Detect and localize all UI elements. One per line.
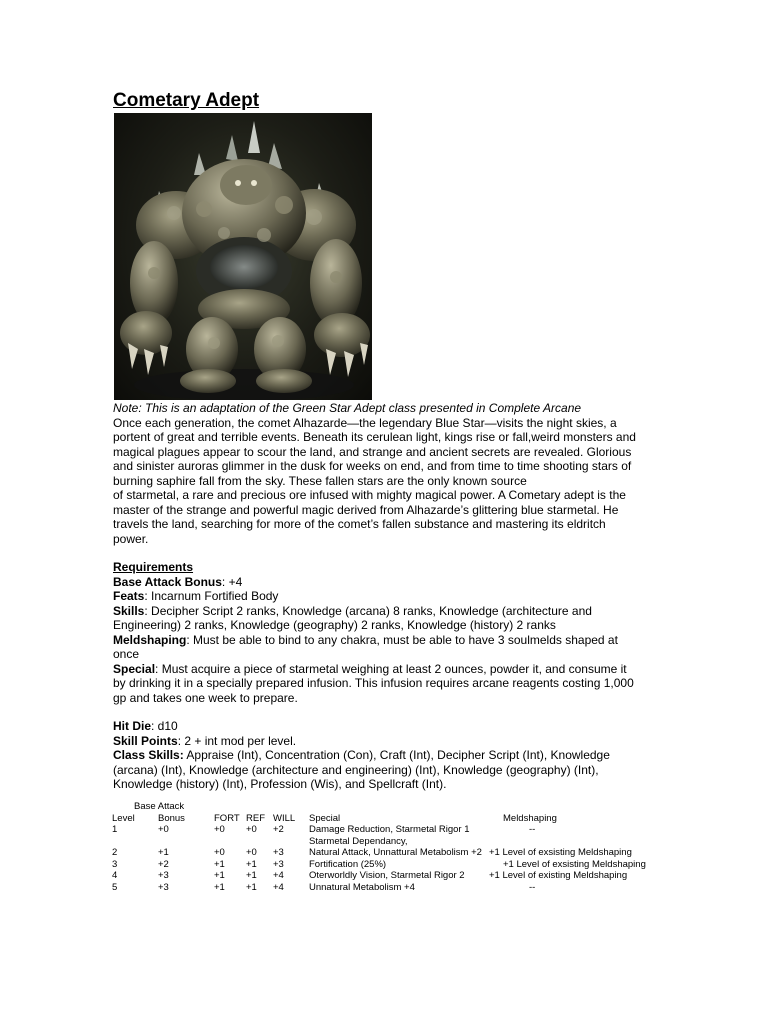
intro-line: travels the land, searching for more of the comet’s fallen substance and mastering its eldritch (113, 517, 606, 531)
adaptation-note: Note: This is an adaptation of the Green Star Adept class presented in Complete Arcane (113, 401, 582, 415)
page-title: Cometary Adept (113, 90, 260, 111)
special-requirement-cont: gp and takes one week to prepare. (113, 690, 298, 705)
figure-image (114, 113, 372, 400)
header-base-attack: Base Attack (134, 801, 185, 812)
skill-points: Skill Points: 2 + int mod per level. (113, 733, 297, 748)
header-special: Special (309, 812, 341, 824)
table-row: Starmetal Dependancy, (309, 835, 408, 847)
intro-line: and sinister auroras glimmer in the dusk for weeks on end, and from time to time shooting stars of (113, 459, 632, 473)
intro-line: Once each generation, the comet Alhazarde—the legendary Blue Star—visits the night skies, a (113, 415, 617, 430)
special-requirement-cont: by drinking it in a specially prepared infusion. This infusion requires arcane reagents costing 1,000 (113, 676, 634, 690)
table-row: 2 +1 +0 +0 +3 Natural Attack, Unnattural Metabolism +2 +1 Level of exsisting Meldshaping (112, 847, 632, 858)
skills-requirement-cont: Engineering) 2 ranks, Knowledge (geography) 2 ranks, Knowledge (history) 2 ranks (113, 618, 556, 632)
special-requirement: Special: Must acquire a piece of starmetal weighing at least 2 ounces, powder it, and consume it (113, 661, 627, 676)
table-row: 4 +3 +1 +1 +4 Oterworldly Vision, Starmetal Rigor 2 +1 Level of existing Meldshaping (112, 870, 628, 881)
intro-line: magical plagues appear to scour the land, and strange and ancient secrets are revealed. Glorious (113, 444, 632, 459)
bab-requirement: Base Attack Bonus: +4 (113, 574, 243, 589)
intro-line: of starmetal, a rare and precious ore infused with mighty magical power. A Cometary adept is the (113, 488, 626, 502)
document-body (113, 401, 658, 792)
feats-requirement: Feats: Incarnum Fortified Body (113, 589, 279, 603)
header-will: WILL (273, 812, 296, 824)
intro-line: burning saphire fall from the sky. These fallen stars are the only known source (113, 473, 527, 488)
table-row: 1 +0 +0 +0 +2 Damage Reduction, Starmetal Rigor 1 -- (112, 824, 536, 835)
meldshaping-requirement-cont: once (113, 647, 140, 661)
header-ref: REF (246, 812, 265, 824)
header-meldshaping: Meldshaping (503, 812, 557, 824)
level-progression-table (112, 801, 649, 893)
intro-line: master of the strange and powerful magic derived from Alhazarde’s glittering blue starmetal. He (113, 502, 619, 517)
requirements-heading: Requirements (113, 560, 194, 574)
intro-line: power. (113, 531, 149, 546)
table-header-row-top (112, 801, 649, 813)
table-row: 3 +2 +1 +1 +3 Fortification (25%) +1 Level of exsisting Meldshaping (112, 858, 646, 870)
skills-requirement: Skills: Decipher Script 2 ranks, Knowledge (arcana) 8 ranks, Knowledge (architecture and (113, 603, 592, 618)
table-header-row (112, 813, 649, 825)
stone-golem-figure-icon (114, 113, 372, 400)
class-skills: Class Skills: Appraise (Int), Concentration (Con), Craft (Int), Decipher Script (Int), Knowledge (113, 748, 610, 762)
table-row: 5 +3 +1 +1 +4 Unnatural Metabolism +4 -- (112, 881, 536, 893)
class-skills-cont: Knowledge (history) (Int), Profession (Wis), and Spellcraft (Int). (113, 777, 447, 791)
header-bonus: Bonus (158, 812, 185, 824)
class-skills-cont: (arcana) (Int), Knowledge (architecture and engineering) (Int), Knowledge (geography) (Int), (113, 762, 599, 777)
header-fort: FORT (214, 812, 240, 824)
hit-die: Hit Die: d10 (113, 719, 178, 733)
header-level: Level (112, 812, 135, 824)
intro-line: portent of great and terrible events. Beneath its cerulean light, kings rise or fall,weird monsters and (113, 430, 636, 444)
meldshaping-requirement: Meldshaping: Must be able to bind to any chakra, must be able to have 3 soulmelds shaped at (113, 632, 618, 647)
